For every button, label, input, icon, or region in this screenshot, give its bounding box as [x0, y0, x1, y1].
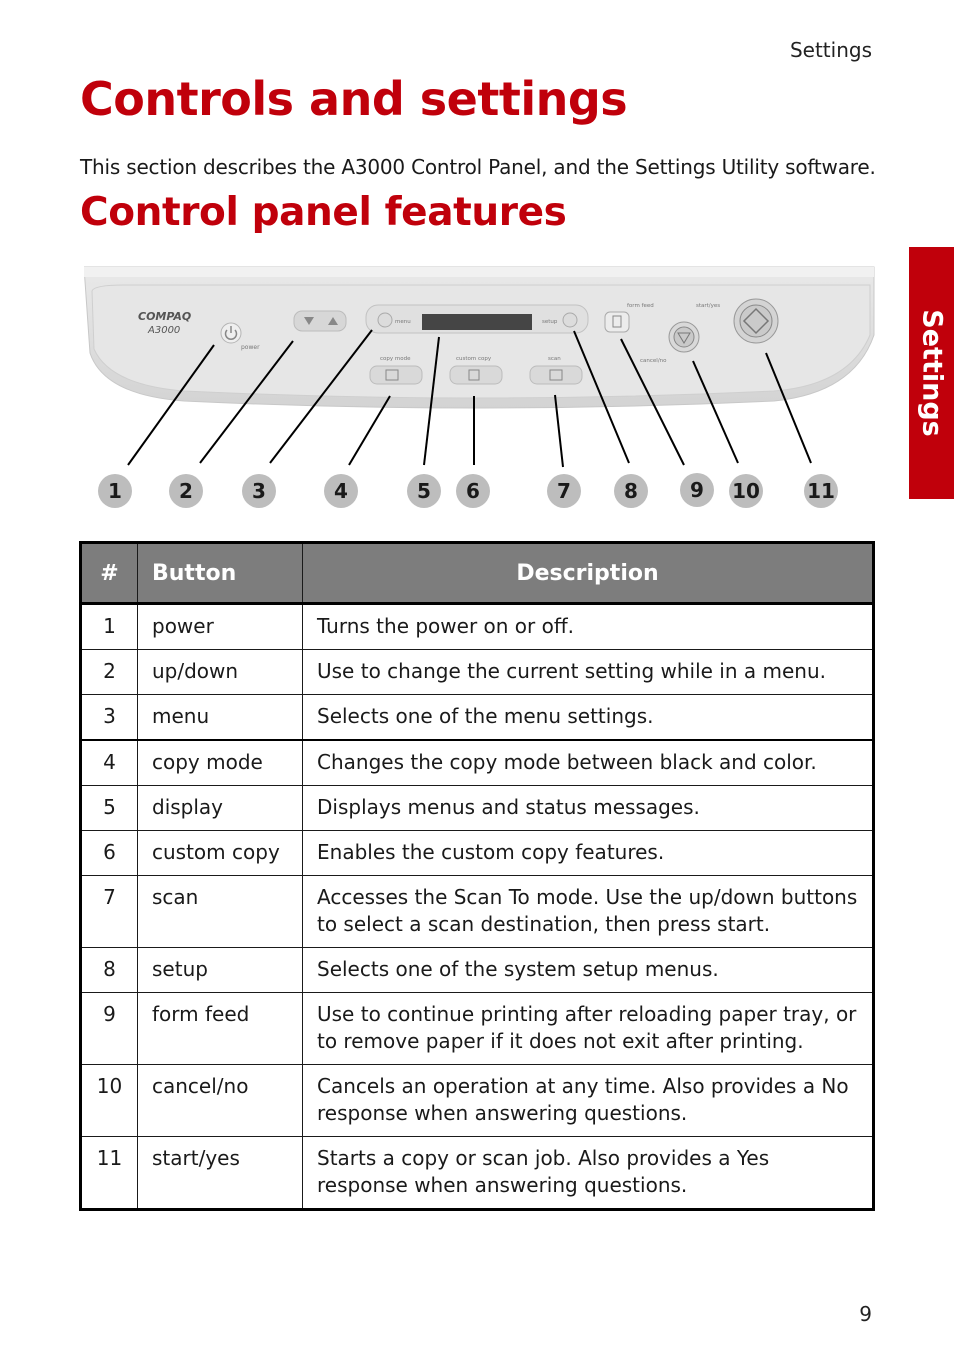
- table-row: [81, 650, 874, 695]
- row-num: 7: [81, 876, 138, 948]
- row-button: scan: [138, 876, 303, 948]
- row-button: display: [138, 786, 303, 831]
- table-row: [81, 831, 874, 876]
- form-feed-label: form feed: [627, 303, 654, 309]
- row-button: up/down: [138, 650, 303, 695]
- row-description: Selects one of the system setup menus.: [303, 948, 874, 993]
- settings-side-tab: [909, 247, 954, 499]
- table-header-row: [81, 543, 874, 604]
- cancel-no-label: cancel/no: [640, 358, 667, 364]
- callout-label-10: 10: [732, 479, 760, 503]
- row-button: form feed: [138, 993, 303, 1065]
- setup-button: [563, 313, 577, 327]
- menu-button: [378, 313, 392, 327]
- callout-label-11: 11: [807, 479, 835, 503]
- form-feed-button: [605, 312, 629, 332]
- row-button: copy mode: [138, 740, 303, 786]
- row-button: custom copy: [138, 831, 303, 876]
- header-description: Description: [303, 543, 874, 604]
- brand-logo: COMPAQ: [138, 310, 192, 323]
- page-number: 9: [859, 1302, 872, 1326]
- row-num: 5: [81, 786, 138, 831]
- table-row: [81, 993, 874, 1065]
- side-tab-label: Settings: [916, 309, 947, 437]
- row-button: menu: [138, 695, 303, 741]
- copy-mode-button: [370, 366, 422, 384]
- start-yes-label: start/yes: [696, 303, 721, 309]
- row-description: Enables the custom copy features.: [303, 831, 874, 876]
- up-down-buttons: [294, 311, 346, 331]
- row-description: Changes the copy mode between black and color.: [303, 740, 874, 786]
- copy-mode-label: copy mode: [380, 356, 411, 362]
- row-num: 4: [81, 740, 138, 786]
- row-button: setup: [138, 948, 303, 993]
- row-description: Starts a copy or scan job. Also provides a Yes response when answering questions.: [303, 1137, 874, 1210]
- callout-label-3: 3: [252, 479, 266, 503]
- intro-text: This section describes the A3000 Control Panel, and the Settings Utility software.: [80, 155, 876, 179]
- callout-numbers: [84, 465, 876, 525]
- section-title: Control panel features: [80, 190, 567, 235]
- row-num: 6: [81, 831, 138, 876]
- row-num: 11: [81, 1137, 138, 1210]
- scan-label: scan: [548, 356, 561, 362]
- callout-label-5: 5: [417, 479, 431, 503]
- model-label: A3000: [148, 325, 181, 336]
- row-num: 8: [81, 948, 138, 993]
- row-num: 10: [81, 1065, 138, 1137]
- callout-label-2: 2: [179, 479, 193, 503]
- table-row: [81, 948, 874, 993]
- row-num: 9: [81, 993, 138, 1065]
- row-description: Accesses the Scan To mode. Use the up/down buttons to select a scan destination, then press start.: [303, 876, 874, 948]
- running-header: Settings: [789, 38, 872, 62]
- table-row: [81, 876, 874, 948]
- custom-copy-button: [450, 366, 502, 384]
- row-description: Use to change the current setting while in a menu.: [303, 650, 874, 695]
- row-num: 2: [81, 650, 138, 695]
- row-button: cancel/no: [138, 1065, 303, 1137]
- callout-label-8: 8: [624, 479, 638, 503]
- callout-label-4: 4: [334, 479, 348, 503]
- row-description: Cancels an operation at any time. Also provides a No response when answering questions.: [303, 1065, 874, 1137]
- callout-label-1: 1: [108, 479, 122, 503]
- panel-top-edge: [84, 267, 874, 277]
- lcd-display: [422, 314, 532, 330]
- menu-label: menu: [395, 319, 411, 325]
- row-description: Use to continue printing after reloading paper tray, or to remove paper if it does not exit after printing.: [303, 993, 874, 1065]
- table-row: [81, 1065, 874, 1137]
- table-row: [81, 1137, 874, 1210]
- row-description: Selects one of the menu settings.: [303, 695, 874, 741]
- page-title: Controls and settings: [80, 72, 628, 126]
- table-row: [81, 695, 874, 741]
- features-table: [79, 541, 875, 1211]
- custom-copy-label: custom copy: [456, 356, 492, 362]
- row-button: power: [138, 604, 303, 650]
- table-row: [81, 604, 874, 650]
- row-num: 1: [81, 604, 138, 650]
- row-description: Displays menus and status messages.: [303, 786, 874, 831]
- row-button: start/yes: [138, 1137, 303, 1210]
- header-button: Button: [138, 543, 303, 604]
- row-num: 3: [81, 695, 138, 741]
- callout-label-7: 7: [557, 479, 571, 503]
- header-num: #: [81, 543, 138, 604]
- table-row: [81, 740, 874, 786]
- table-row: [81, 786, 874, 831]
- row-description: Turns the power on or off.: [303, 604, 874, 650]
- scan-button: [530, 366, 582, 384]
- power-label: power: [241, 344, 260, 351]
- callout-label-9: 9: [690, 478, 704, 502]
- callout-label-6: 6: [466, 479, 480, 503]
- setup-label: setup: [542, 319, 558, 325]
